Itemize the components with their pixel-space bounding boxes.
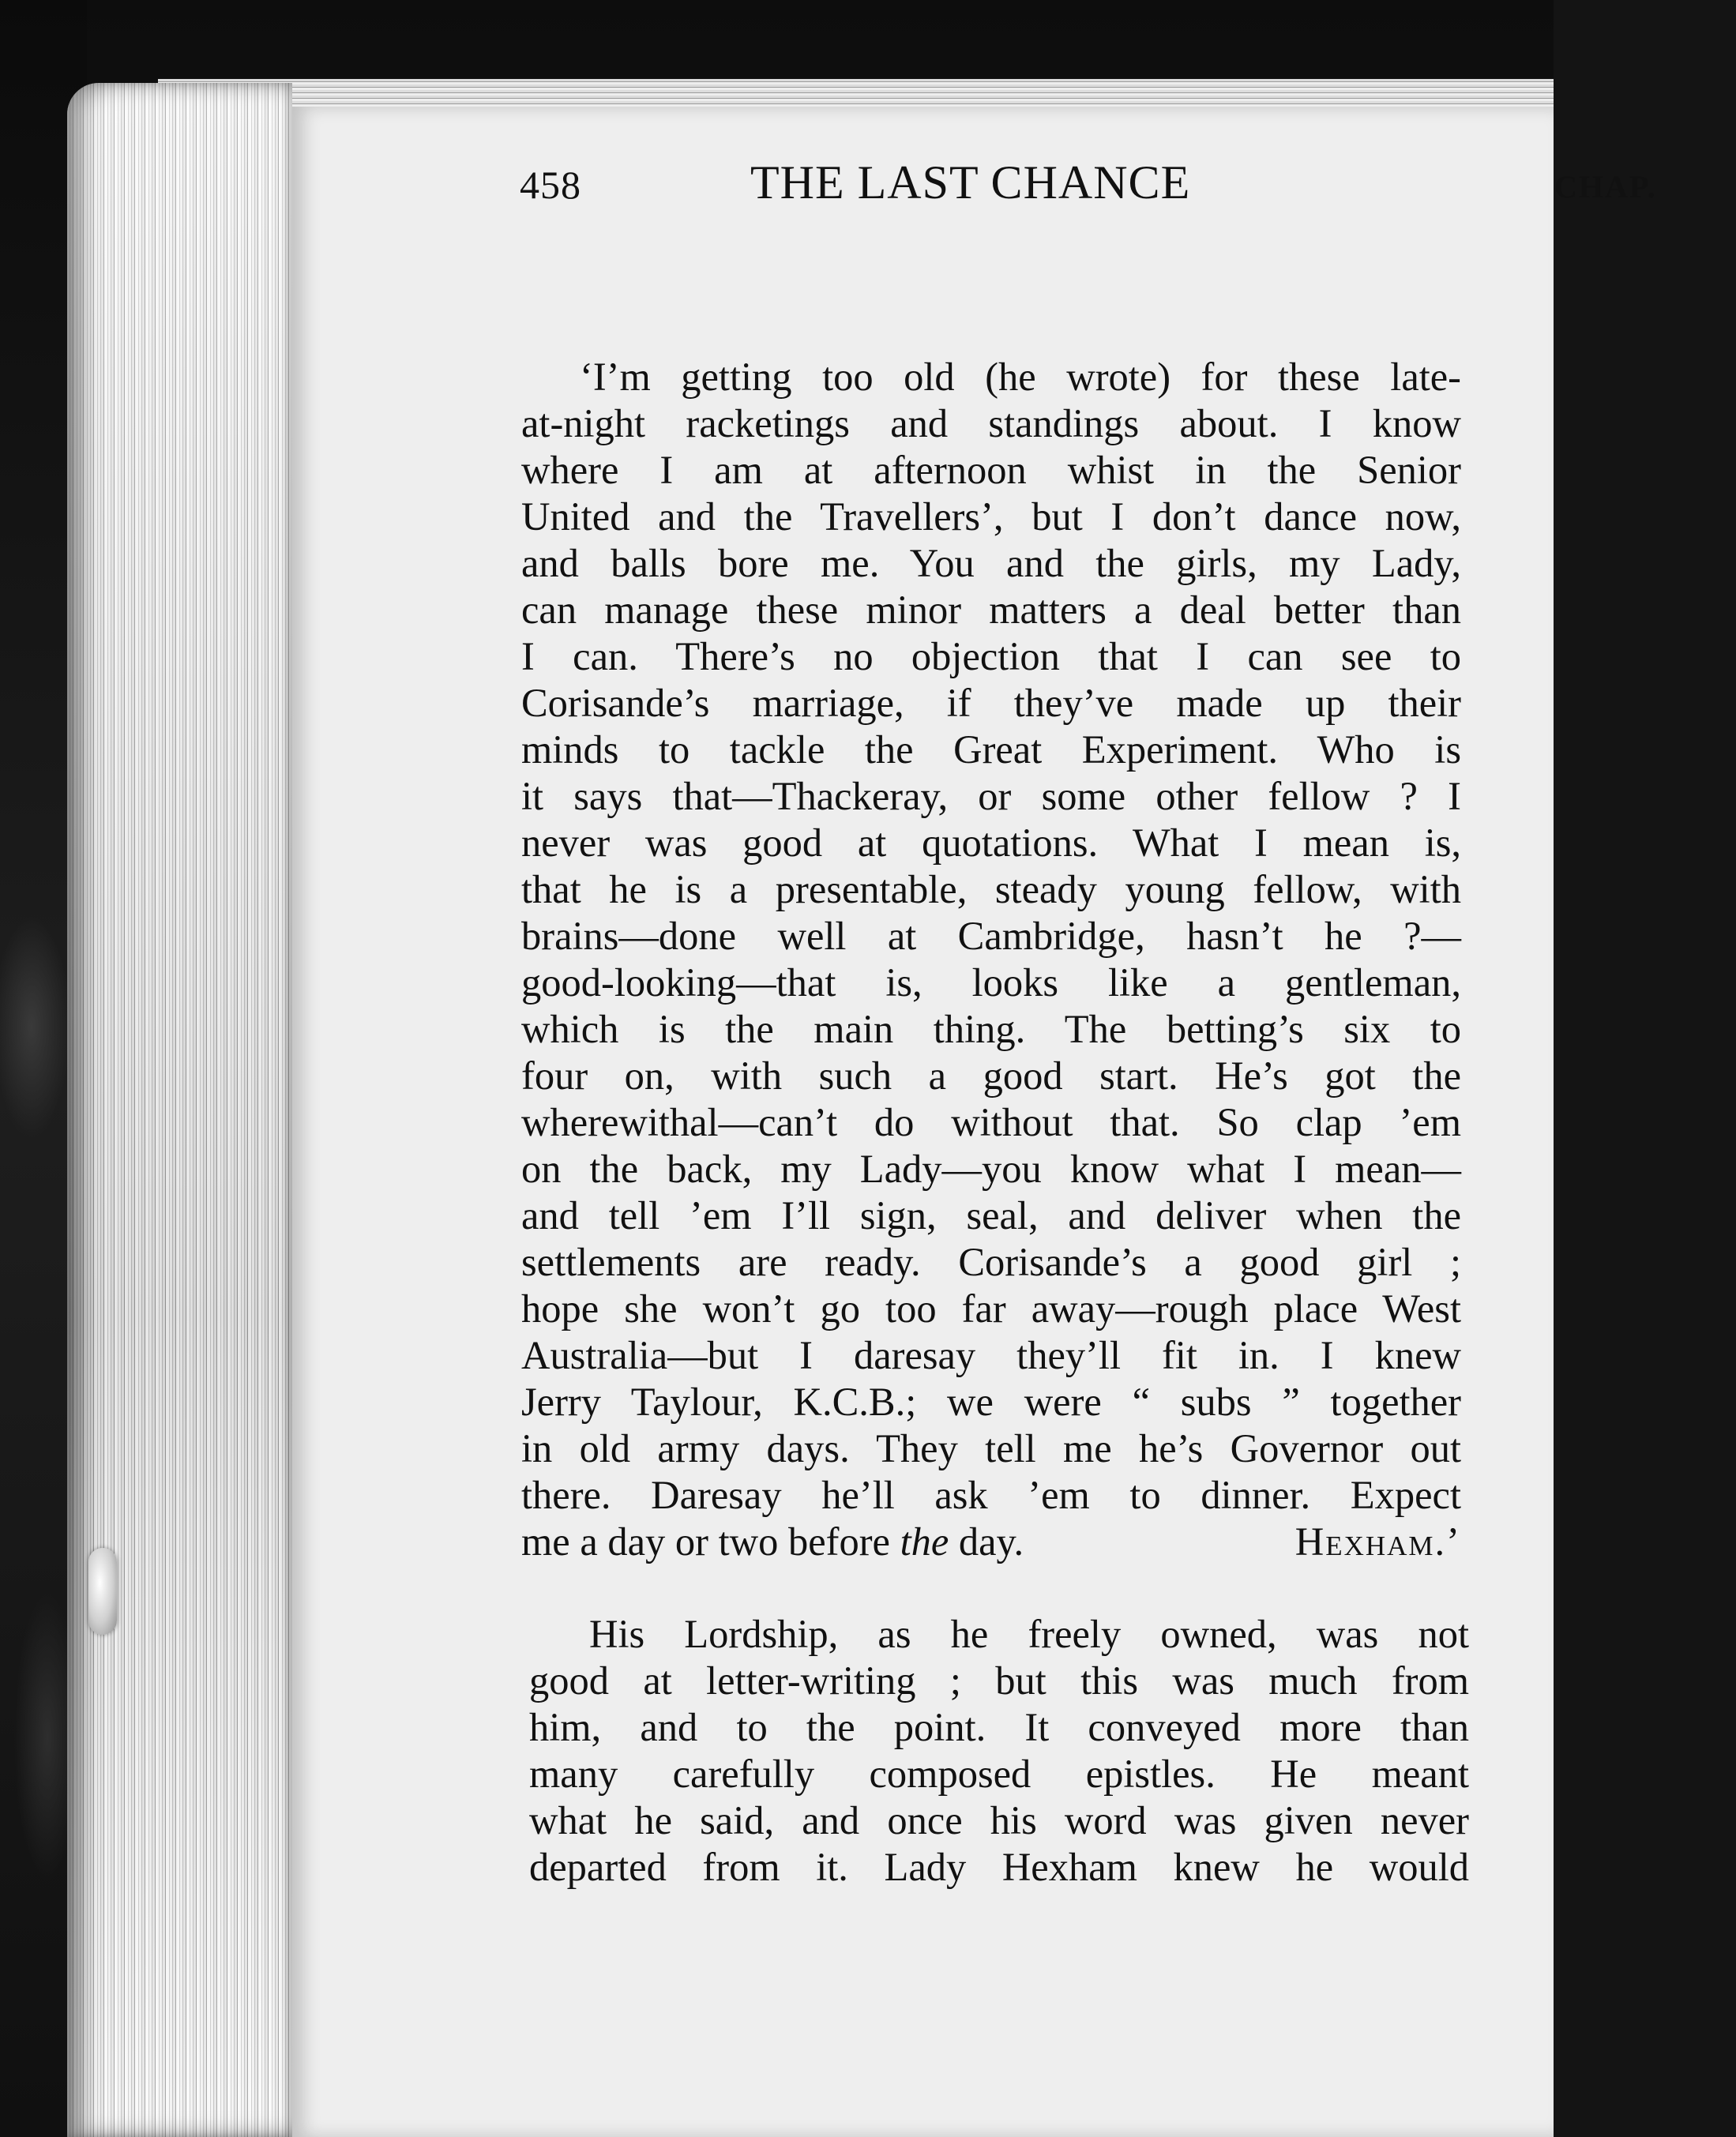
text-line: and balls bore me. You and the girls, my Lady,: [521, 541, 1461, 585]
text-line: and tell ’em I’ll sign, seal, and deliver when the: [521, 1193, 1461, 1238]
text-line: where I am at afternoon whist in the Senior: [521, 448, 1461, 492]
binder-ring: [88, 1548, 117, 1635]
text-line: at-night racketings and standings about. I know: [521, 401, 1461, 445]
running-title: THE LAST CHANCE: [750, 156, 1191, 208]
text-line: Jerry Taylour, K.C.B.; we were “ subs ” together: [521, 1380, 1461, 1424]
closing-before: me a day or two before: [521, 1519, 900, 1564]
text-line: that he is a presentable, steady young fellow, with: [521, 867, 1461, 911]
text-line: Australia—but I daresay they’ll fit in. I knew: [521, 1333, 1461, 1377]
signature: Hexham.’: [1294, 1519, 1461, 1564]
text-line: can manage these minor matters a deal better than: [521, 588, 1461, 632]
text-line: him, and to the point. It conveyed more than: [529, 1705, 1469, 1749]
text-line: I can. There’s no objection that I can see to: [521, 634, 1461, 678]
text-line: in old army days. They tell me he’s Governor out: [521, 1426, 1461, 1470]
text-line: on the back, my Lady—you know what I mean—: [521, 1147, 1461, 1191]
letter-text: [521, 354, 1461, 1565]
text-line: four on, with such a good start. He’s got the: [521, 1053, 1461, 1098]
closing-emphasis: the: [900, 1519, 949, 1564]
text-line: hope she won’t go too far away—rough place West: [521, 1286, 1461, 1331]
text-line: settlements are ready. Corisande’s a good girl ;: [521, 1240, 1461, 1284]
letter-closing-line: [521, 1519, 1461, 1565]
page-number: 458: [520, 163, 581, 207]
running-head: [520, 156, 1736, 233]
text-line: it says that—Thackeray, or some other fellow ? I: [521, 774, 1461, 818]
text-line: many carefully composed epistles. He meant: [529, 1752, 1469, 1796]
text-line: what he said, and once his word was given never: [529, 1798, 1469, 1842]
chapter-marker: CHAP.: [1554, 169, 1657, 205]
text-line: never was good at quotations. What I mean is,: [521, 821, 1461, 865]
closing-text: [521, 1519, 1024, 1565]
narrative-paragraph: [529, 1611, 1469, 1891]
page-stack-edge: [67, 83, 292, 2137]
page-stack-top-edge: [158, 79, 1554, 111]
text-line: His Lordship, as he freely owned, was not: [589, 1612, 1469, 1656]
text-line: good at letter-writing ; but this was much from: [529, 1658, 1469, 1703]
text-line: Corisande’s marriage, if they’ve made up their: [521, 681, 1461, 725]
text-line: minds to tackle the Great Experiment. Who is: [521, 727, 1461, 772]
text-line: good-looking—that is, looks like a gentleman,: [521, 960, 1461, 1005]
text-line: ‘I’m getting too old (he wrote) for these late-: [580, 355, 1461, 399]
text-line: brains—done well at Cambridge, hasn’t he ?—: [521, 914, 1461, 958]
text-line: which is the main thing. The betting’s six to: [521, 1007, 1461, 1051]
closing-after: day.: [949, 1519, 1024, 1564]
text-line: there. Daresay he’ll ask ’em to dinner. Expect: [521, 1473, 1461, 1517]
text-line: United and the Travellers’, but I don’t dance now,: [521, 494, 1461, 539]
text-line: departed from it. Lady Hexham knew he would: [529, 1845, 1469, 1889]
text-line: wherewithal—can’t do without that. So clap ’em: [521, 1100, 1461, 1144]
